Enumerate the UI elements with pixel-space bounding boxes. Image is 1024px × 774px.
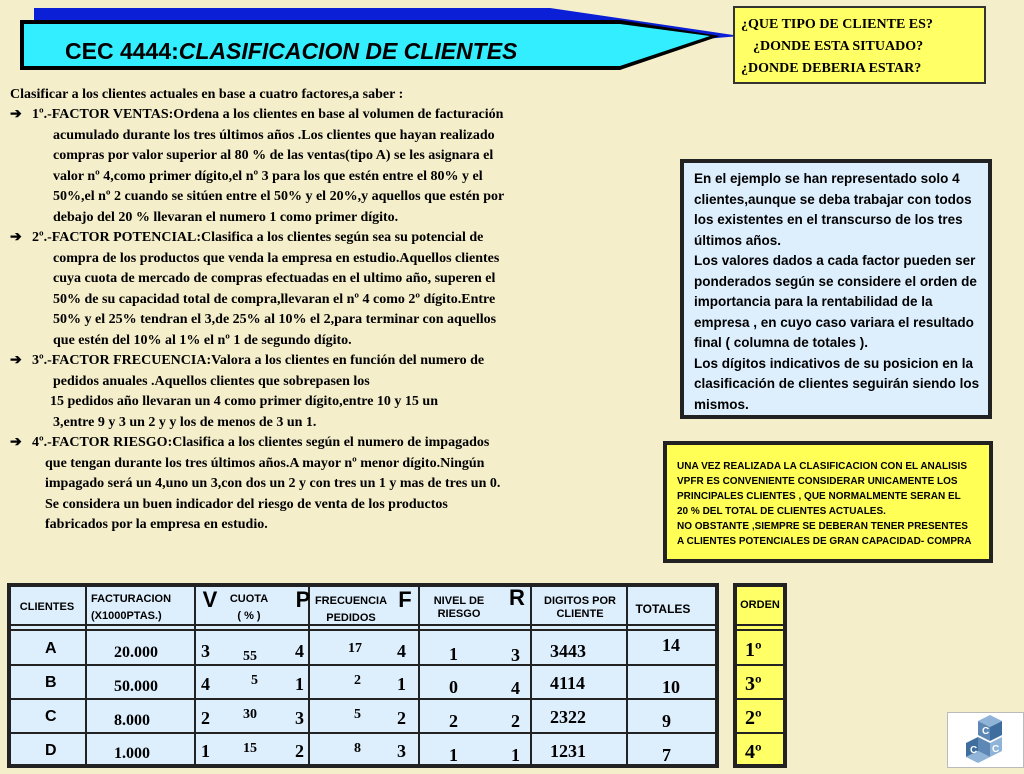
cell-cuota: 30 [243,707,257,722]
cell-v: 3 [201,641,210,661]
warning-line: 20 % DEL TOTAL DE CLIENTES ACTUALES. [677,506,886,517]
svg-text:C: C [992,744,1000,755]
cell-orden: 2º [745,707,762,729]
arrow-right-icon: ➔ [10,353,22,368]
header-digitos-1: DIGITOS POR [544,595,616,607]
header-riesgo-2: RIESGO [437,608,481,620]
note-line: importancia para la rentabilidad de la [694,294,933,309]
title-main: CLASIFICACION DE CLIENTES [178,38,518,64]
factor-ventas [10,105,504,228]
cell-frecuencia: 2 [354,673,361,688]
title-prefix: CEC 4444: [65,38,179,64]
note-line: los existentes en el transcurso de los tres [694,212,963,227]
header-digitos-2: CLIENTE [556,608,604,620]
factor-line: 50% de su capacidad total de compra,llevaran el nº 4 como 2º dígito.Entre [53,291,496,307]
factor-line: que tengan durante los tres últimos años.A mayor nº menor dígito.Ningún [45,455,485,471]
cell-r: 4 [511,678,520,698]
header-r: R [509,585,525,610]
cell-cliente: C [45,708,57,725]
cell-r: 2 [511,711,520,731]
question-3: ¿DONDE DEBERIA ESTAR? [741,61,922,76]
header-cuota-1: CUOTA [229,593,269,605]
header-frecuencia-2: PEDIDOS [326,612,376,624]
cell-digitos: 4114 [550,673,586,693]
cell-orden: 1º [745,639,762,661]
cell-facturacion: 1.000 [114,745,150,762]
factor-line: compras por valor superior al 80 % de las ventas(tipo A) se les asignara el [53,148,494,163]
logo-icon [947,712,1024,768]
svg-text:C: C [982,726,990,737]
header-f: F [398,587,412,612]
note-line: clientes,aunque se deba trabajar con todos [694,191,972,207]
cell-v: 1 [201,741,210,761]
factor-line: 2º.-FACTOR POTENCIAL:Clasifica a los clientes según sea su potencial de [32,230,484,245]
factor-line: fabricados por la empresa en estudio. [45,517,268,532]
header-frecuencia-1: FRECUENCIA [314,595,388,607]
header-orden: ORDEN [740,599,780,611]
note-line: final ( columna de totales ). [694,335,869,350]
cell-v: 2 [201,708,210,728]
cell-frecuencia: 8 [354,741,361,756]
cell-cuota: 5 [251,673,258,688]
factor-frecuencia [10,351,484,433]
warning-line: NO OBSTANTE ,SIEMPRE SE DEBERAN TENER PRESENTES [677,521,968,532]
cell-digitos: 3443 [550,641,586,661]
factor-line: pedidos anuales .Aquellos clientes que sobrepasen los [53,373,370,389]
header-facturacion-1: FACTURACION [91,593,172,605]
factor-line: debajo del 20 % llevaran el numero 1 como primer dígito. [53,209,399,225]
cell-digitos: 2322 [550,707,586,727]
header-clientes: CLIENTES [19,601,75,613]
cell-total: 10 [662,677,680,697]
cell-r: 3 [511,645,520,665]
note-line: ponderados según se considere el orden de [694,273,977,289]
header-riesgo-1: NIVEL DE [433,595,485,607]
cell-cliente: B [45,674,57,691]
header-totales: TOTALES [635,602,691,616]
cell-v: 4 [201,674,210,694]
note-line: Los dígitos indicativos de su posicion en la [694,355,974,371]
cell-cuota: 15 [243,741,257,756]
factor-line: acumulado durante los tres últimos años .Los clientes que hayan realizado [53,127,495,143]
page-title [65,38,517,65]
header-p: P [295,587,311,612]
factor-line: 4º.-FACTOR RIESGO:Clasifica a los clientes según el numero de impagados [32,435,490,450]
factor-line: 50% y el 25% tendran el 3,de 25% al 10% el 2,para terminar con aquellos [53,312,497,327]
header-cuota-2: ( % ) [237,610,261,622]
cell-f: 2 [397,708,406,728]
cell-facturacion: 50.000 [114,678,158,695]
header-riesgo [425,595,493,621]
header-facturacion [91,593,195,623]
cell-total: 7 [662,745,671,765]
question-2: ¿DONDE ESTA SITUADO? [753,39,924,54]
arrow-right-icon: ➔ [10,230,22,245]
cell-frecuencia: 5 [354,707,361,722]
factor-line: 3º.-FACTOR FRECUENCIA:Valora a los clientes en función del numero de [32,353,485,368]
cell-f: 1 [397,674,406,694]
cell-p: 4 [295,641,304,661]
cell-total: 9 [662,711,671,731]
cell-cuota: 55 [243,649,257,664]
factor-riesgo [10,433,500,536]
arrow-right-icon: ➔ [10,107,22,122]
header-facturacion-2: (X1000PTAS.) [91,610,162,622]
cell-facturacion: 20.000 [114,644,158,661]
cell-total: 14 [662,635,680,655]
header-digitos [537,595,623,621]
warning-line: PRINCIPALES CLIENTES , QUE NORMALMENTE SERAN EL [677,491,961,502]
cell-cliente: A [45,640,57,657]
cell-orden: 3º [745,673,762,695]
svg-text:C: C [970,745,978,756]
factor-line: 3,entre 9 y 3 un 2 y y los de menos de 3 un 1. [53,414,317,430]
factor-line: 50%,el nº 2 cuando se sitúen entre el 50% y el 20%,y aquellos que estén por [53,189,505,204]
cell-r: 1 [511,745,520,765]
cell-p: 1 [295,674,304,694]
factor-line: cuya cuota de mercado de compras efectuadas en el ultimo año, superen el [53,271,496,286]
orden-column [733,583,787,768]
cell-p: 2 [295,741,304,761]
warning-line: VPFR ES CONVENIENTE CONSIDERAR UNICAMENTE LOS [677,476,958,487]
header-v: V [202,587,218,612]
cell-riesgo: 0 [449,677,458,697]
cell-digitos: 1231 [550,741,586,761]
warning-line: UNA VEZ REALIZADA LA CLASIFICACION CON EL ANALISIS [677,461,967,472]
header-cuota [227,593,271,623]
factor-line: compra de los productos que venda la empresa en estudio.Aquellos clientes [53,250,500,266]
cell-riesgo: 1 [449,745,458,765]
warning-box [663,441,993,563]
cell-f: 3 [397,741,406,761]
factor-line: 1º.-FACTOR VENTAS:Ordena a los clientes en base al volumen de facturación [32,107,504,122]
note-line: clasificación de clientes seguirán siendo los [694,376,980,391]
factor-line: 15 pedidos año llevaran un 4 como primer dígito,entre 10 y 15 un [50,394,439,409]
note-line: mismos. [694,396,749,412]
question-1: ¿QUE TIPO DE CLIENTE ES? [741,17,933,32]
question-box [733,6,986,84]
header-frecuencia [311,595,391,625]
note-line: En el ejemplo se han representado solo 4 [694,171,960,186]
note-line: últimos años. [694,232,782,248]
cell-facturacion: 8.000 [114,712,150,729]
factor-line: valor nº 4,como primer dígito,el nº 3 para los que estén entre el 80% y el [53,168,483,184]
intro-text: Clasificar a los clientes actuales en base a cuatro factores,a saber : [10,87,404,102]
cell-frecuencia: 17 [348,641,362,656]
note-line: Los valores dados a cada factor pueden ser [694,253,976,268]
factor-line: Se considera un buen indicador del riesgo de venta de los productos [45,496,448,512]
factor-line: impagado será un 4,uno un 3,con dos un 2 y con tres un 1 y mas de tres un 0. [45,476,501,491]
cell-riesgo: 2 [449,711,458,731]
arrow-right-icon: ➔ [10,435,22,450]
warning-line: A CLIENTES POTENCIALES DE GRAN CAPACIDAD- COMPRA [677,536,972,547]
factor-line: que estén del 10% al 1% el nº 1 de segundo dígito. [53,332,352,348]
factor-potencial [10,228,499,351]
cell-riesgo: 1 [449,644,458,664]
cell-cliente: D [45,742,57,759]
cell-f: 4 [397,641,406,661]
note-line: empresa , en cuyo caso variara el resultado [694,314,974,330]
note-box [680,159,992,419]
classification-table [7,583,719,768]
cell-p: 3 [295,708,304,728]
cell-orden: 4º [745,741,762,763]
